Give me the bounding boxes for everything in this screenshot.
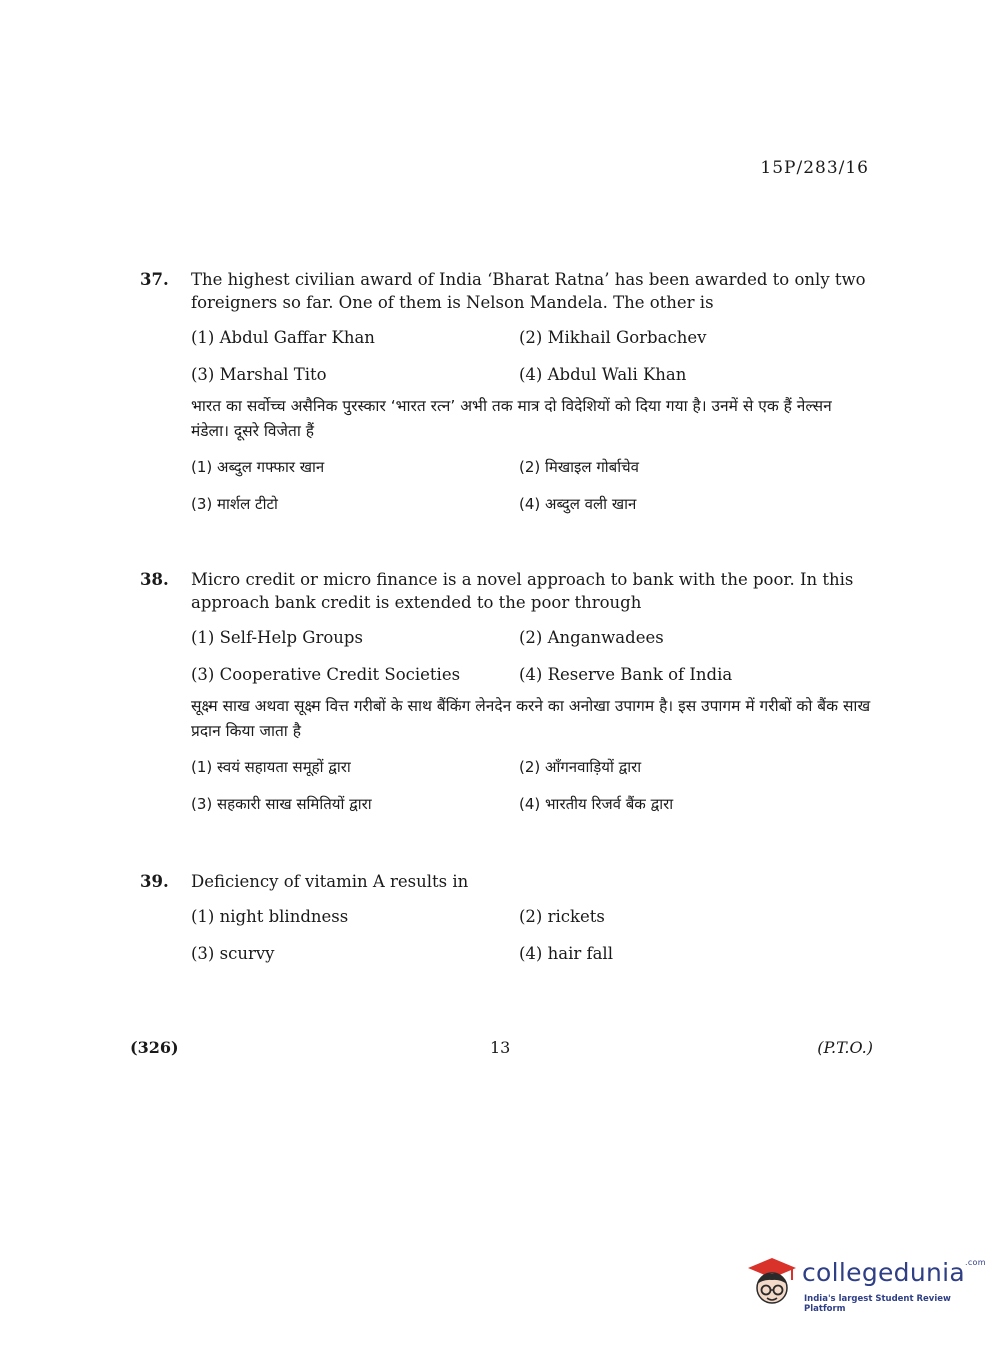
option-3: (3) scurvy xyxy=(191,944,275,963)
option-hi-4: (4) भारतीय रिजर्व बैंक द्वारा xyxy=(519,795,674,813)
question-text-en: Micro credit or micro finance is a novel approach to bank with the poor. In this approach bank credit is extended to the poor through xyxy=(191,570,854,612)
option-hi-1: (1) अब्दुल गफ्फार खान xyxy=(191,458,325,476)
option-4: (4) Abdul Wali Khan xyxy=(519,365,687,384)
option-1: (1) night blindness xyxy=(191,907,349,926)
option-3: (3) Marshal Tito xyxy=(191,365,327,384)
question-text-en: Deficiency of vitamin A results in xyxy=(191,872,469,891)
option-2: (2) rickets xyxy=(519,907,605,926)
question-text-en: The highest civilian award of India ‘Bharat Ratna’ has been awarded to only two foreigners so far. One of them is Nelson Mandela. The other is xyxy=(191,270,866,312)
options-hi xyxy=(191,456,872,516)
option-hi-2: (2) आँगनवाड़ियों द्वारा xyxy=(519,758,642,776)
question-39 xyxy=(140,870,872,965)
question-text-hi: सूक्ष्म साख अथवा सूक्ष्म वित्त गरीबों के साथ बैंकिंग लेनदेन करने का अनोखा उपागम है। इस उपागम में गरीबों को बैंक साख प्रदान किया जाता है xyxy=(191,697,871,740)
option-1: (1) Abdul Gaffar Khan xyxy=(191,328,375,347)
option-hi-3: (3) सहकारी साख समितियों द्वारा xyxy=(191,795,372,813)
question-38 xyxy=(140,568,872,816)
option-4: (4) Reserve Bank of India xyxy=(519,665,733,684)
option-hi-4: (4) अब्दुल वली खान xyxy=(519,495,637,513)
question-37 xyxy=(140,268,872,516)
option-2: (2) Anganwadees xyxy=(519,628,664,647)
option-hi-1: (1) स्वयं सहायता समूहों द्वारा xyxy=(191,758,351,776)
option-3: (3) Cooperative Credit Societies xyxy=(191,665,461,684)
question-text-hi: भारत का सर्वोच्च असैनिक पुरस्कार ‘भारत रत्न’ अभी तक मात्र दो विदेशियों को दिया गया है। उनमें से एक हैं नेल्सन मंडेला। दूसरे विजेता हैं xyxy=(191,397,832,440)
mascot-icon xyxy=(742,1252,800,1312)
footer-code: (326) xyxy=(130,1038,179,1057)
logo-wordmark: collegedunia$^{.com}$ xyxy=(802,1258,986,1287)
options-hi xyxy=(191,756,872,816)
option-hi-3: (3) मार्शल टीटो xyxy=(191,495,278,513)
options-en xyxy=(191,626,872,686)
collegedunia-logo xyxy=(742,1250,986,1320)
options-en xyxy=(191,905,872,965)
pto-note: (P.T.O.) xyxy=(817,1038,873,1057)
paper-code: 15P/283/16 xyxy=(760,158,869,178)
option-hi-2: (2) मिखाइल गोर्बाचेव xyxy=(519,458,639,476)
question-number: 39. xyxy=(140,872,169,891)
question-number: 37. xyxy=(140,270,169,289)
question-number: 38. xyxy=(140,570,169,589)
logo-tagline: India's largest Student Review Platform xyxy=(804,1294,951,1314)
options-en xyxy=(191,326,872,386)
option-4: (4) hair fall xyxy=(519,944,613,963)
option-2: (2) Mikhail Gorbachev xyxy=(519,328,707,347)
option-1: (1) Self-Help Groups xyxy=(191,628,363,647)
page-number: 13 xyxy=(490,1038,511,1057)
